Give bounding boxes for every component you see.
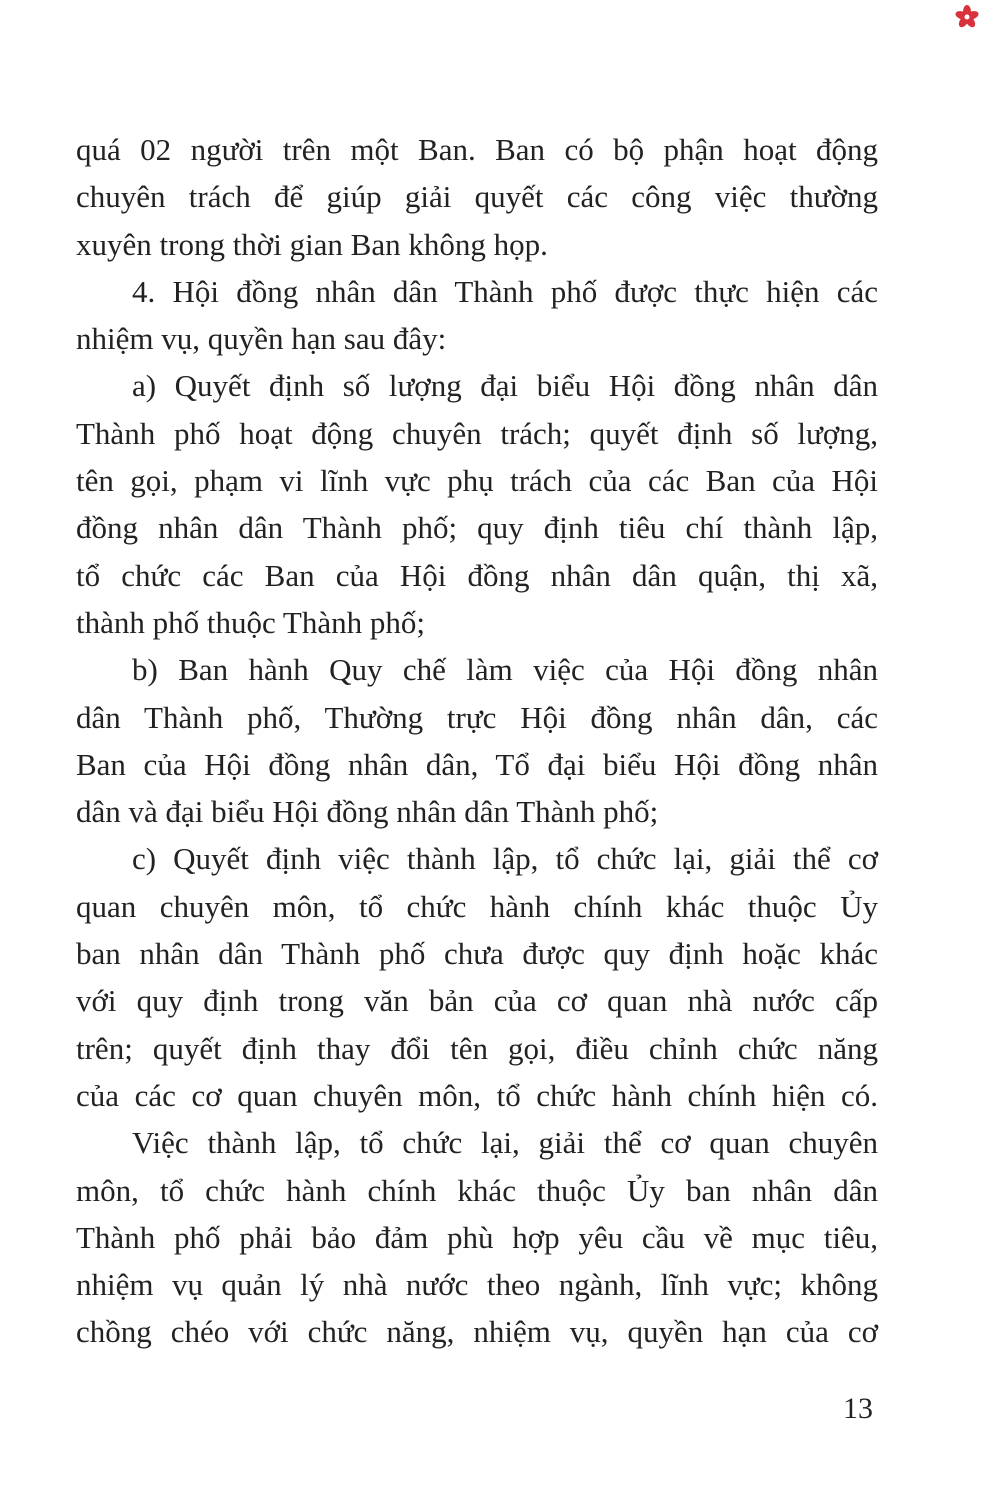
text-line: trên; quyết định thay đổi tên gọi, điều chỉnh chức năng bbox=[76, 1030, 878, 1066]
text-line: b) Ban hành Quy chế làm việc của Hội đồng nhân bbox=[132, 652, 878, 688]
text-line: c) Quyết định việc thành lập, tổ chức lại, giải thể cơ bbox=[132, 841, 878, 877]
page-body bbox=[76, 126, 878, 1356]
text-line: nhiệm vụ, quyền hạn sau đây: bbox=[76, 321, 447, 357]
text-line: quá 02 người trên một Ban. Ban có bộ phận hoạt động bbox=[76, 132, 878, 167]
text-line: với quy định trong văn bản của cơ quan nhà nước cấp bbox=[76, 983, 878, 1019]
text-line: tên gọi, phạm vi lĩnh vực phụ trách của các Ban của Hội bbox=[76, 463, 878, 499]
text-line: ban nhân dân Thành phố chưa được quy định hoặc khác bbox=[76, 936, 878, 972]
text-line: đồng nhân dân Thành phố; quy định tiêu chí thành lập, bbox=[76, 510, 878, 546]
text-line: 4. Hội đồng nhân dân Thành phố được thực hiện các bbox=[132, 273, 878, 309]
page-number: 13 bbox=[843, 1392, 873, 1425]
text-line: Việc thành lập, tổ chức lại, giải thể cơ quan chuyên bbox=[132, 1125, 878, 1161]
text-line: môn, tổ chức hành chính khác thuộc Ủy ban nhân dân bbox=[76, 1172, 878, 1208]
text-line: thành phố thuộc Thành phố; bbox=[76, 604, 425, 640]
text-line: dân và đại biểu Hội đồng nhân dân Thành phố; bbox=[76, 794, 659, 830]
flower-logo-icon bbox=[955, 5, 979, 29]
text-line: quan chuyên môn, tổ chức hành chính khác thuộc Ủy bbox=[76, 888, 878, 924]
text-line: chồng chéo với chức năng, nhiệm vụ, quyền hạn của cơ bbox=[76, 1314, 878, 1350]
text-line: Ban của Hội đồng nhân dân, Tổ đại biểu Hội đồng nhân bbox=[76, 746, 878, 782]
text-line: dân Thành phố, Thường trực Hội đồng nhân dân, các bbox=[76, 699, 878, 735]
text-line: Thành phố hoạt động chuyên trách; quyết định số lượng, bbox=[76, 415, 878, 451]
text-line: nhiệm vụ quản lý nhà nước theo ngành, lĩnh vực; không bbox=[76, 1267, 878, 1303]
text-line: chuyên trách để giúp giải quyết các công việc thường bbox=[76, 179, 878, 215]
text-line: tổ chức các Ban của Hội đồng nhân dân quận, thị xã, bbox=[76, 557, 878, 593]
text-line: a) Quyết định số lượng đại biểu Hội đồng nhân dân bbox=[132, 368, 878, 404]
text-line: xuyên trong thời gian Ban không họp. bbox=[76, 226, 548, 262]
text-line: Thành phố phải bảo đảm phù hợp yêu cầu về mục tiêu, bbox=[76, 1219, 878, 1255]
text-line: của các cơ quan chuyên môn, tổ chức hành chính hiện có. bbox=[76, 1077, 878, 1113]
